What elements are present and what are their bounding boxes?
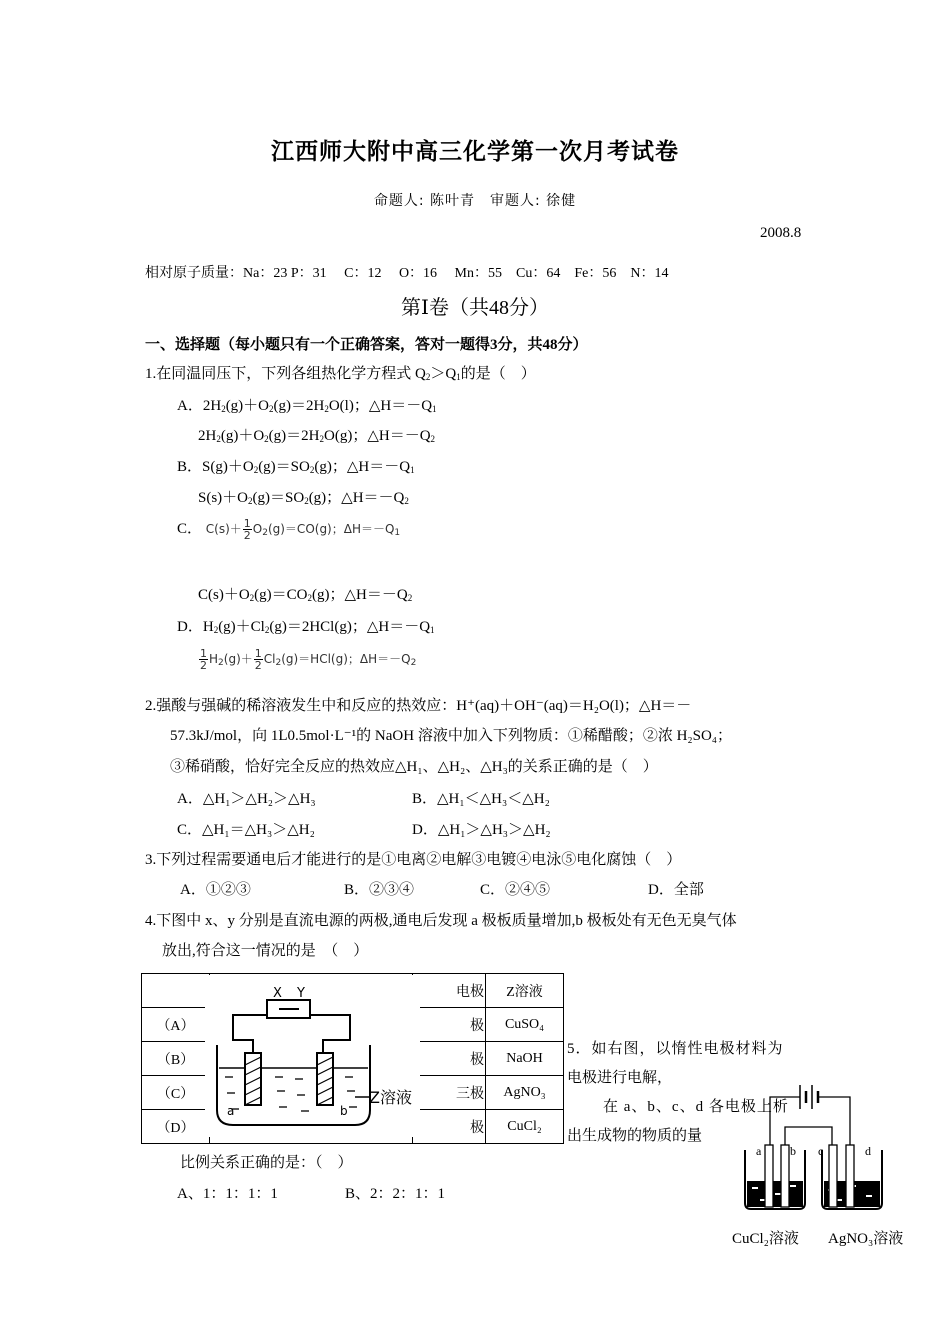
q5-option-b: B、2：2：1：1 (345, 1186, 446, 1202)
diagram-label-y: Y (297, 986, 305, 1001)
q4-line-2: 放出,符合这一情况的是 （ ） (162, 943, 369, 959)
q1-option-a-1: A．$2H_2(g)+O_2(g)=2H_2O(l)$；$\triangle H=-Q_1$ (177, 398, 437, 414)
q3-option-d: D．全部 (648, 882, 704, 898)
q2-option-d: D．△H₁＞△H₃＞△H₂ (412, 822, 551, 838)
atomic-masses: 相对原子质量：Na：23 P：31 C：12 O：16 Mn：55 Cu：64 Fe：56 N：14 (145, 266, 669, 281)
q2-option-a: A．△H₁＞△H₂＞△H₃ (177, 791, 316, 807)
q5-line-3: 在 a、b、c、d 各电极上析 (603, 1099, 789, 1115)
table-row: （B） 极 NaOH (142, 1042, 564, 1076)
q2-option-b: B．△H₁＜△H₃＜△H₂ (412, 791, 550, 807)
table-row: （A） 极 CuSO₄ (142, 1008, 564, 1042)
q2-option-c: C．△H₁＝△H₃＞△H₂ (177, 822, 315, 838)
part-title: 第Ⅰ卷（共48分） (401, 297, 549, 319)
q2-line-2: 57.3kJ/mol，向 1L0.5mol·L⁻¹的 NaOH 溶液中加入下列物质：①稀醋酸；②浓 H₂SO₄； (170, 728, 733, 744)
diagram-label-b: b (340, 1104, 348, 1118)
exam-date: 2008.8 (760, 225, 802, 241)
q5-option-a: A、1：1：1：1 (177, 1186, 278, 1202)
q5-line-5: 比例关系正确的是：（ ） (180, 1155, 353, 1171)
q5-caption-agno3: AgNO₃溶液 (828, 1231, 904, 1247)
q1-option-c-1: C． C(s)＋ $\frac{1}{2}$ $O_2(g)=CO(g)$；$\Delta H=-Q_1$ (177, 517, 401, 542)
diagram-label-z: Z溶液 (369, 1088, 412, 1107)
q3-option-c: C．②④⑤ (480, 882, 551, 898)
q3-stem: 3.下列过程需要通电后才能进行的是①电离②电解③电镀④电泳⑤电化腐蚀（ ） (145, 852, 682, 868)
electrode-b-label: b (790, 1144, 796, 1158)
electrode-d-label: d (865, 1144, 871, 1158)
q5-line-2: 电极进行电解， (567, 1070, 673, 1086)
q4-line-1: 4.下图中 x、y 分别是直流电源的两极,通电后发现 a 极板质量增加,b 极板处有无色无臭气体 (145, 913, 737, 929)
q5-line-4: 出生成物的物质的量 (567, 1128, 703, 1144)
q3-option-b: B．②③④ (344, 882, 415, 898)
q5-line-1: 5．如右图，以惰性电极材料为 (567, 1041, 784, 1057)
table-row: （D） 极 CuCl₂ (142, 1110, 564, 1144)
series-electrolysis-diagram (730, 1075, 920, 1225)
section-title: 一、选择题（每小题只有一个正确答案，答对一题得3分，共48分） (145, 337, 588, 353)
q1-option-d-2: $\frac{1}{2}$ $H_2(g)+$ $\frac{1}{2}$ $Cl_2(g)=HCl(g)$；$\Delta H=-Q_2$ (200, 647, 417, 672)
q1-option-b-1: B．$S(g)+O_2(g)=SO_2(g)$；$\triangle H=-Q_1$ (177, 459, 415, 475)
q1-option-a-2: $2H_2(g)+O_2(g)=2H_2O(g)$；$\triangle H=-Q_2$ (198, 428, 436, 444)
q1-option-c-2: $C(s)+O_2(g)=CO_2(g)$；$\triangle H=-Q_2$ (198, 587, 413, 603)
author-line: 命题人: 陈叶青 审题人: 徐健 (373, 193, 577, 209)
q1-option-d-1: D．$H_2(g)+Cl_2(g)=2HCl(g)$；$\triangle H=-Q_1$ (177, 619, 435, 635)
diagram-label-a: a (227, 1104, 235, 1118)
electrode-a-label: a (756, 1144, 762, 1158)
table-header-solution: Z溶液 (486, 974, 564, 1008)
q1-stem: 1.在同温同压下，下列各组热化学方程式 $Q_2>Q_1$的是（ ） (145, 366, 536, 382)
q1-option-b-2: $S(s)+O_2(g)=SO_2(g)$；$\triangle H=-Q_2$ (198, 490, 409, 506)
table-row: （C） 三极 AgNO₃ (142, 1076, 564, 1110)
diagram-label-x: X (273, 986, 282, 1001)
q5-caption-cucl2: CuCl₂溶液 (732, 1231, 799, 1247)
q2-line-1: 2.强酸与强碱的稀溶液发生中和反应的热效应：H⁺(aq)＋OH⁻(aq)＝H₂O(l)；△H＝－ (145, 698, 692, 714)
electrode-c-label: c (818, 1144, 824, 1158)
q2-line-3: ③稀硝酸，恰好完全反应的热效应△H₁、△H₂、△H₃的关系正确的是（ ） (170, 759, 658, 775)
electrolysis-cell-diagram (205, 975, 420, 1137)
table-header-electrode: 电极 (413, 974, 486, 1008)
q3-option-a: A．①②③ (180, 882, 251, 898)
page-title: 江西师大附中高三化学第一次月考试卷 (271, 138, 679, 165)
